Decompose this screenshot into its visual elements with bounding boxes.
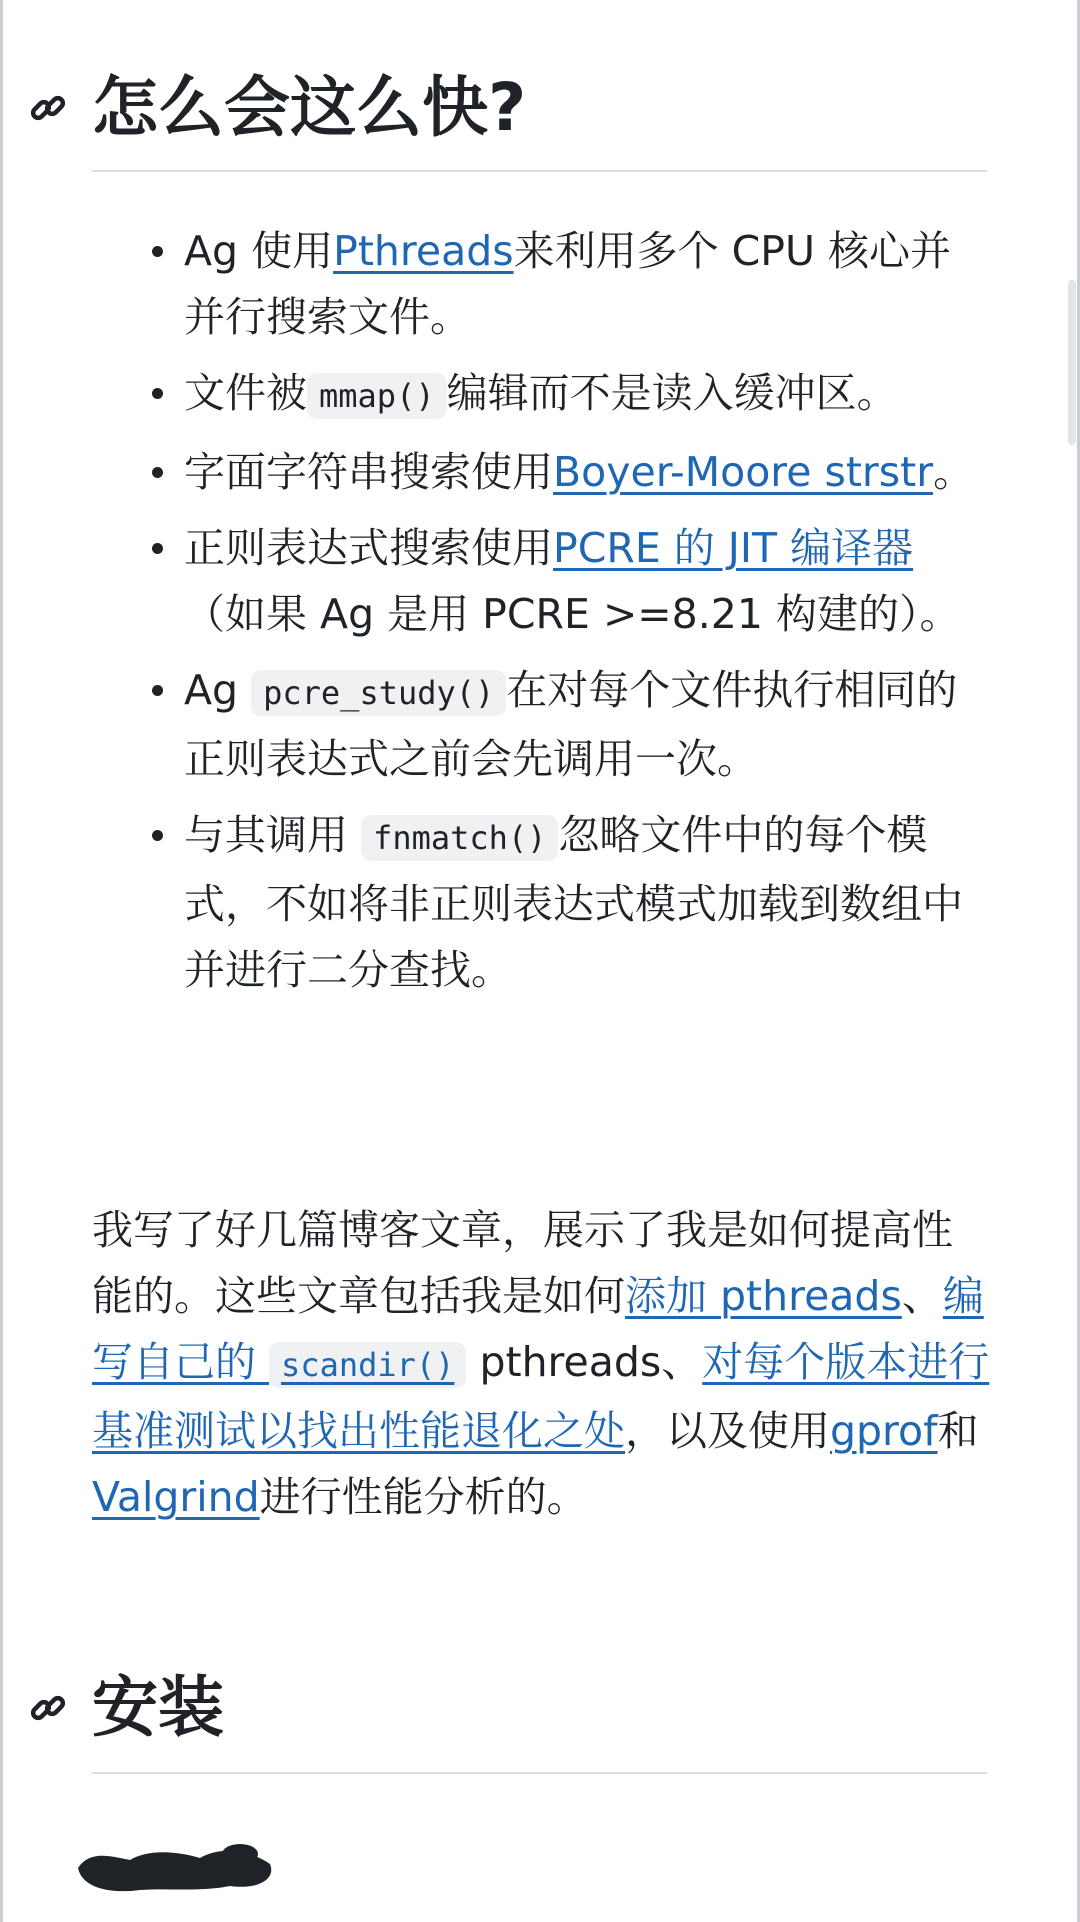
inline-code-scandir: scandir()	[269, 1342, 466, 1388]
link-anchor-icon[interactable]	[28, 88, 68, 128]
heading-divider	[92, 170, 987, 172]
pcre-jit-link[interactable]: PCRE 的 JIT 编译器	[553, 524, 914, 572]
link-anchor-icon[interactable]	[28, 1688, 68, 1728]
para-text: 和	[937, 1407, 979, 1455]
section-title: 怎么会这么快?	[92, 69, 527, 146]
benchmark-link[interactable]: 对每个版本进行基准测试以找出性能退化之处	[92, 1338, 990, 1455]
boyer-moore-link[interactable]: Boyer-Moore strstr	[553, 448, 934, 496]
heading-install	[0, 1666, 1080, 1750]
section-title: 安装	[92, 1669, 224, 1746]
item-text: 忽略文件中的每个模式，不如将非正则表达式模式加载到数组中并进行二分查找。	[184, 811, 963, 994]
list-item	[92, 515, 992, 647]
inline-code-fnmatch: fnmatch()	[361, 815, 558, 861]
list-item	[92, 439, 992, 505]
para-text: pthreads、	[466, 1338, 703, 1386]
list-item	[92, 360, 992, 429]
item-text: 编辑而不是读入缓冲区。	[446, 369, 898, 417]
item-text: 文件被	[184, 369, 307, 417]
heading-divider	[92, 1772, 987, 1774]
heading-speed	[0, 66, 1080, 150]
inline-code-pcre-study: pcre_study()	[251, 670, 506, 716]
item-text: Ag 使用	[184, 227, 334, 275]
link-text: 编写自己的	[92, 1272, 984, 1386]
add-pthreads-link[interactable]: 添加 pthreads	[625, 1272, 902, 1320]
list-item	[92, 802, 992, 1003]
item-text: Ag	[184, 666, 252, 714]
item-text: （如果 Ag 是用 PCRE >=8.21 构建的）。	[184, 590, 961, 638]
item-text: 正则表达式搜索使用	[184, 524, 553, 572]
para-text: 我写了好几篇博客文章，展示了我是如何提高性能的。这些文章包括我是如何	[92, 1206, 953, 1320]
inline-code-mmap: mmap()	[307, 373, 447, 419]
para-text: 进行性能分析的。	[259, 1473, 588, 1521]
redacted-text	[70, 1838, 280, 1896]
valgrind-link[interactable]: Valgrind	[92, 1473, 260, 1521]
gprof-link[interactable]: gprof	[830, 1407, 938, 1455]
item-text: 。	[933, 448, 975, 496]
item-text: 来利用多个 CPU 核心并并行搜索文件。	[184, 227, 952, 341]
item-text: 在对每个文件执行相同的正则表达式之前会先调用一次。	[184, 666, 958, 783]
feature-list	[92, 218, 992, 1013]
pthreads-link[interactable]: Pthreads	[333, 227, 514, 275]
item-text: 字面字符串搜索使用	[184, 448, 553, 496]
item-text: 与其调用	[184, 811, 362, 859]
blog-paragraph	[92, 1197, 992, 1530]
para-text: 、	[901, 1272, 943, 1320]
window-left-edge	[0, 0, 3, 1922]
para-text: ，以及使用	[625, 1407, 830, 1455]
list-item	[92, 657, 992, 792]
list-item	[92, 218, 992, 350]
scrollbar-thumb[interactable]	[1068, 280, 1076, 445]
